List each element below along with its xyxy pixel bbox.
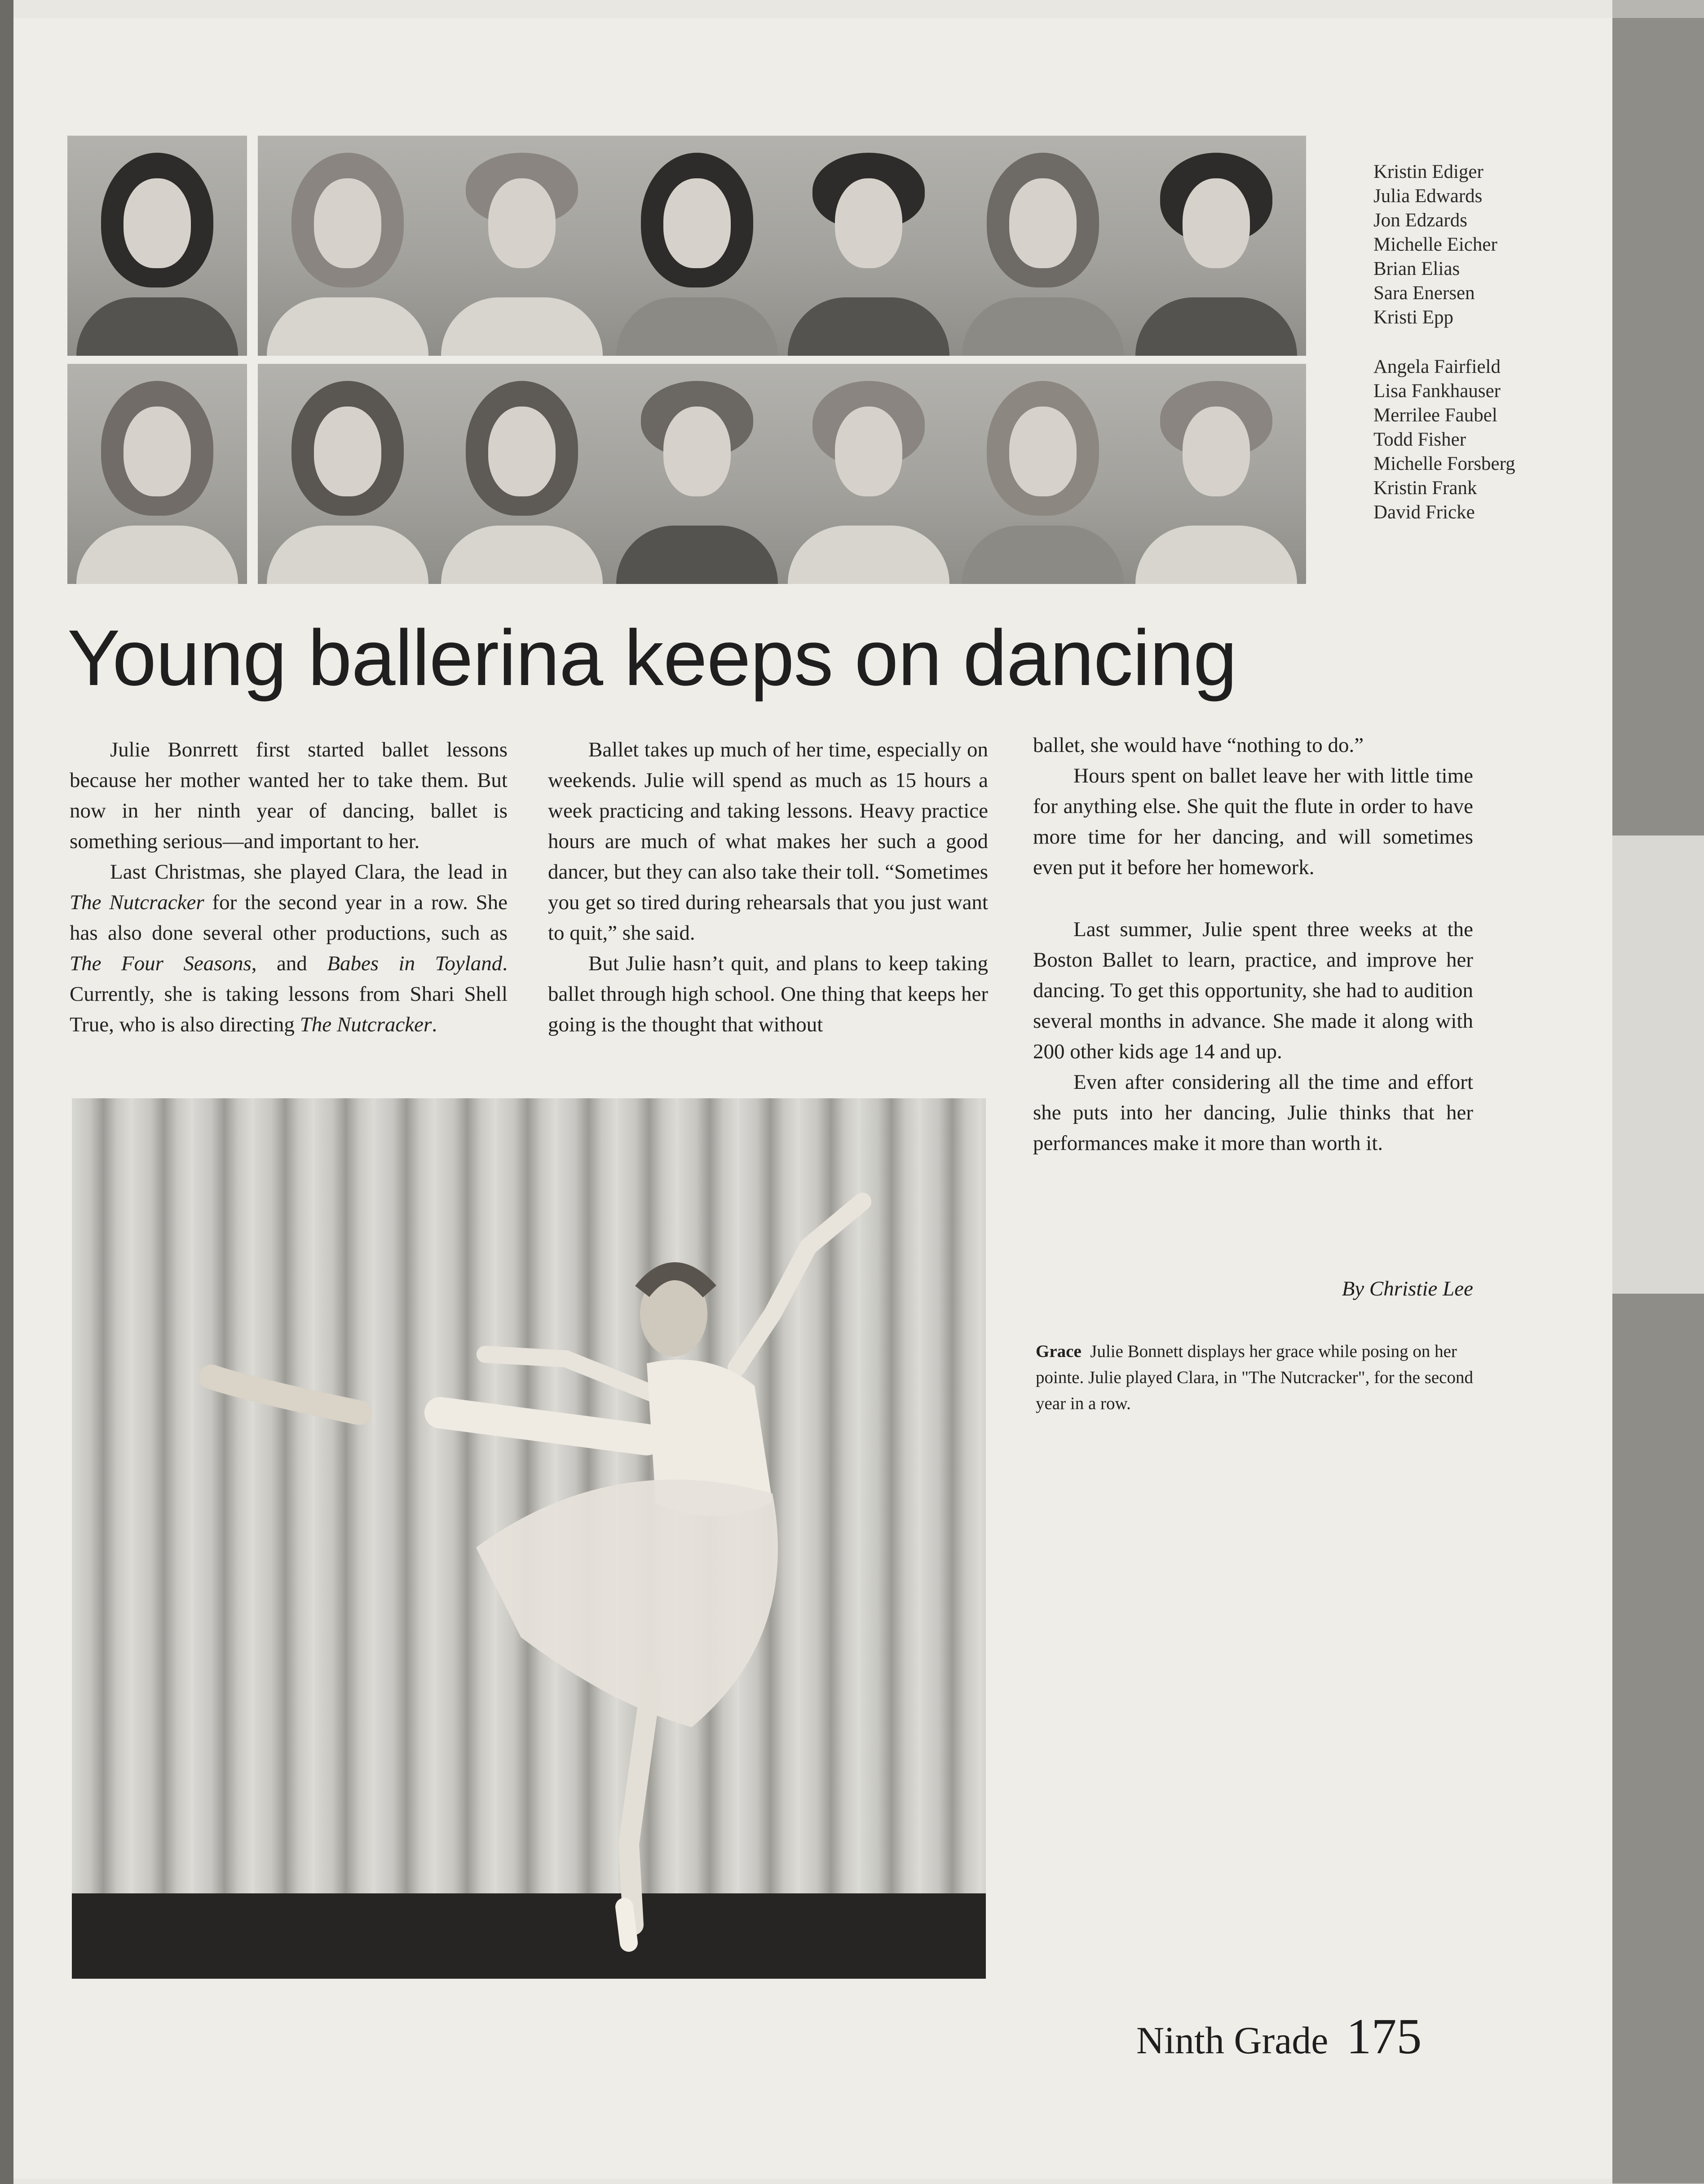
student-name: Merrilee Faubel (1373, 405, 1497, 426)
article-column-1 (70, 734, 508, 1040)
caption-lead: Grace (1036, 1342, 1082, 1361)
student-name: Sara Enersen (1373, 283, 1475, 304)
student-portrait (432, 364, 612, 584)
article-headline: Young ballerina keeps on dancing (67, 614, 1237, 702)
paragraph (70, 857, 508, 1040)
caption-text: Julie Bonnett displays her grace while posing on her pointe. Julie played Clara, in "The Nutcracker", for the second year in a row. (1036, 1342, 1473, 1413)
article-byline: By Christie Lee (1342, 1277, 1473, 1300)
student-name: Angela Fairfield (1373, 356, 1501, 377)
section-title: Ninth Grade (1136, 2019, 1329, 2062)
text-run: . (432, 1013, 437, 1036)
paragraph: But Julie hasn’t quit, and plans to keep taking ballet through high school. One thing that keeps her going is the thought that without (548, 952, 988, 1036)
student-name: Brian Elias (1373, 258, 1460, 279)
title-italic: Babes in Toyland (327, 952, 503, 975)
paragraph: Hours spent on ballet leave her with little time for anything else. She quit the flute in order to have more time for her dancing, and will sometimes even put it before her homework. (1033, 764, 1473, 879)
ballerina-figure (72, 1098, 986, 1979)
student-name: Michelle Eicher (1373, 234, 1497, 255)
binding-edge (0, 0, 13, 2184)
student-portrait (1126, 364, 1306, 584)
portrait-names-row1 (1373, 160, 1497, 330)
student-name: Kristin Ediger (1373, 161, 1483, 182)
text-run: Last Christmas, she played Clara, the lead in (110, 860, 508, 884)
student-portrait (258, 136, 437, 356)
student-portrait (67, 136, 247, 356)
paragraph: Even after considering all the time and effort she puts into her dancing, Julie thinks that her performances make it more than worth it. (1033, 1070, 1473, 1155)
student-portrait (607, 136, 787, 356)
paragraph: Last summer, Julie spent three weeks at the Boston Ballet to learn, practice, and improve her dancing. To get this opportunity, she had to audition several months in advance. She made it along with 200 other kids age 14 and up. (1033, 918, 1473, 1063)
section-tab-bottom (1612, 1294, 1704, 2183)
title-italic: The Nutcracker (70, 891, 204, 914)
title-italic: The Nutcracker (300, 1013, 432, 1036)
text-run: , and (251, 952, 327, 975)
student-portrait (607, 364, 787, 584)
portrait-names-row2 (1373, 355, 1515, 525)
paragraph: Julie Bonrrett first started ballet lessons because her mother wanted her to take them. But now in her ninth year of dancing, ballet is something serious—and important to her. (70, 738, 508, 853)
paragraph: Ballet takes up much of her time, especially on weekends. Julie will spend as much as 15 hours a week practicing and taking lessons. Heavy practice hours are much of what makes her such a good dancer, but they can also take their toll. “Sometimes you get so tired during rehearsals that you just want to quit,” she said. (548, 738, 988, 945)
student-portrait (258, 364, 437, 584)
student-name: David Fricke (1373, 502, 1475, 523)
student-name: Jon Edzards (1373, 210, 1467, 231)
student-name: Todd Fisher (1373, 429, 1466, 450)
photo-caption (1036, 1339, 1480, 1417)
student-name: Kristi Epp (1373, 307, 1453, 328)
section-tab-gap (1612, 836, 1704, 1294)
text-run: . Currently, she is taking lessons from Shari Shell True, who is also directing (70, 952, 508, 1036)
page-number: 175 (1346, 2009, 1422, 2065)
student-portrait (432, 136, 612, 356)
title-italic: The Four Seasons (70, 952, 252, 975)
student-portrait (779, 136, 958, 356)
student-portrait (67, 364, 247, 584)
student-portrait (779, 364, 958, 584)
paragraph: ballet, she would have “nothing to do.” (1033, 734, 1364, 757)
student-name: Julia Edwards (1373, 186, 1483, 207)
article-column-2 (548, 734, 988, 1040)
article-column-3 (1033, 730, 1473, 1158)
page-footer (1136, 2008, 1421, 2066)
student-name: Kristin Frank (1373, 477, 1477, 499)
student-name: Lisa Fankhauser (1373, 380, 1501, 402)
student-name: Michelle Forsberg (1373, 453, 1515, 474)
student-portrait (953, 136, 1133, 356)
section-tab-top (1612, 18, 1704, 836)
student-portrait (1126, 136, 1306, 356)
text-run: for the second year in a row. She has also done several other productions, such as (70, 891, 508, 945)
ballerina-photo (72, 1098, 986, 1979)
student-portrait (953, 364, 1133, 584)
